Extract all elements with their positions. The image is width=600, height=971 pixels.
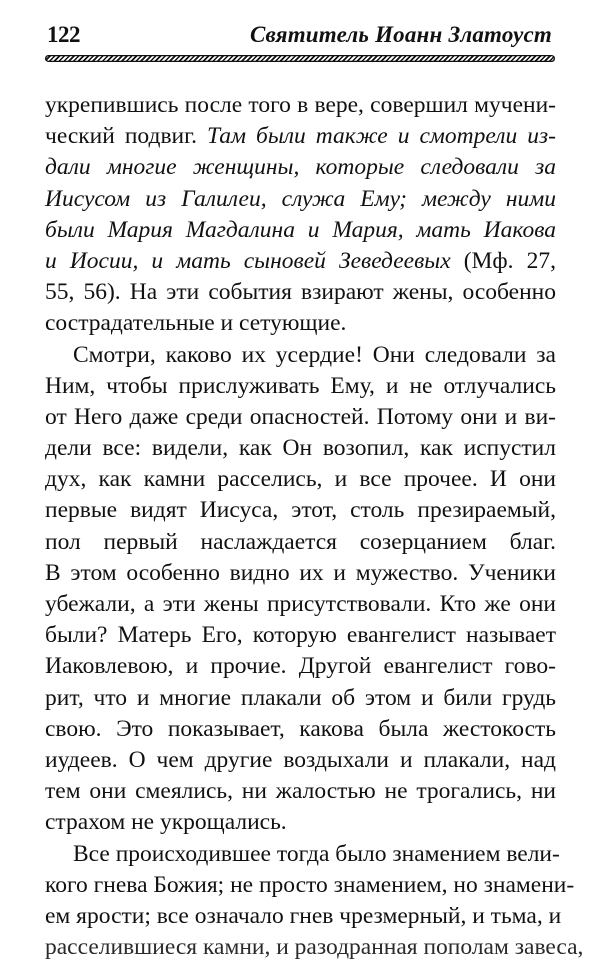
scripture-quote-line: были Мария Магдалина и Мария, мать Иакова bbox=[45, 216, 556, 243]
text-line: иудеев. О чем другие воздыхали и плакали, над bbox=[45, 746, 556, 773]
text-line: первые видят Иисуса, этот, столь презираемый, bbox=[45, 497, 556, 524]
text-line: Иаковлевою, и прочие. Другой евангелист гово- bbox=[45, 653, 556, 680]
text-line: рит, что и многие плакали об этом и били грудь bbox=[45, 684, 556, 711]
decorative-rope-divider bbox=[45, 55, 555, 62]
text-line: были? Матерь Его, которую евангелист называет bbox=[45, 622, 556, 649]
running-head bbox=[45, 20, 556, 50]
paragraph-start-line: Все происходившее тогда было знамением вели- bbox=[73, 840, 560, 867]
text-line: В этом особенно видно их и мужество. Ученики bbox=[45, 559, 556, 586]
text-line: убежали, а эти жены присутствовали. Кто же они bbox=[45, 591, 556, 617]
text-line: свою. Это показывает, какова была жестокость bbox=[45, 715, 556, 742]
scripture-quote: Там были также и смотрели из- bbox=[207, 123, 556, 150]
text-line: Ним, чтобы прислуживать Ему, и не отлучались bbox=[45, 372, 556, 399]
text-line: расселившиеся камни, и разодранная пополам завеса, bbox=[45, 934, 584, 961]
page-number: 122 bbox=[47, 22, 80, 47]
scripture-quote-line: дали многие женщины, которые следовали за bbox=[45, 154, 556, 181]
text-line: тем они смеялись, ни жалостью не трогались, ни bbox=[45, 778, 556, 805]
scripture-quote-line: Иисусом из Галилеи, служа Ему; между ними bbox=[45, 185, 556, 212]
scripture-quote: и Иосии, и мать сыновей Зеведеевых bbox=[45, 247, 451, 274]
text-line: дух, как камни расселись, и все прочее. И они bbox=[45, 466, 556, 493]
paragraph-start-line: Смотри, каково их усердие! Они следовали за bbox=[73, 341, 556, 368]
paragraph-end-line: страхом не укрощались. bbox=[45, 809, 287, 836]
text-line: ческий подвиг. Там были также и смотрели из- bbox=[45, 123, 556, 150]
text-line: ем ярости; все означало гнев чрезмерный, и тьма, и bbox=[45, 902, 562, 929]
running-title: Святитель Иоанн Златоуст bbox=[249, 22, 552, 47]
body-text bbox=[45, 90, 584, 963]
scripture-reference: (Мф. 27, bbox=[450, 247, 556, 274]
text-line: от Него даже среди опасностей. Потому они и ви- bbox=[45, 403, 556, 430]
text-line: 55, 56). На эти события взирают жены, особенно bbox=[45, 279, 556, 306]
paragraph-end-line: сострадательные и сетующие. bbox=[45, 310, 347, 337]
text-line: дели все: видели, как Он возопил, как испустил bbox=[45, 435, 556, 462]
text-line: кого гнева Божия; не просто знамением, но знамени- bbox=[45, 871, 575, 898]
text-line: укрепившись после того в вере, совершил мучени- bbox=[45, 92, 556, 118]
text-line: пол первый наслаждается созерцанием благ. bbox=[45, 528, 556, 555]
text-line bbox=[45, 246, 556, 277]
